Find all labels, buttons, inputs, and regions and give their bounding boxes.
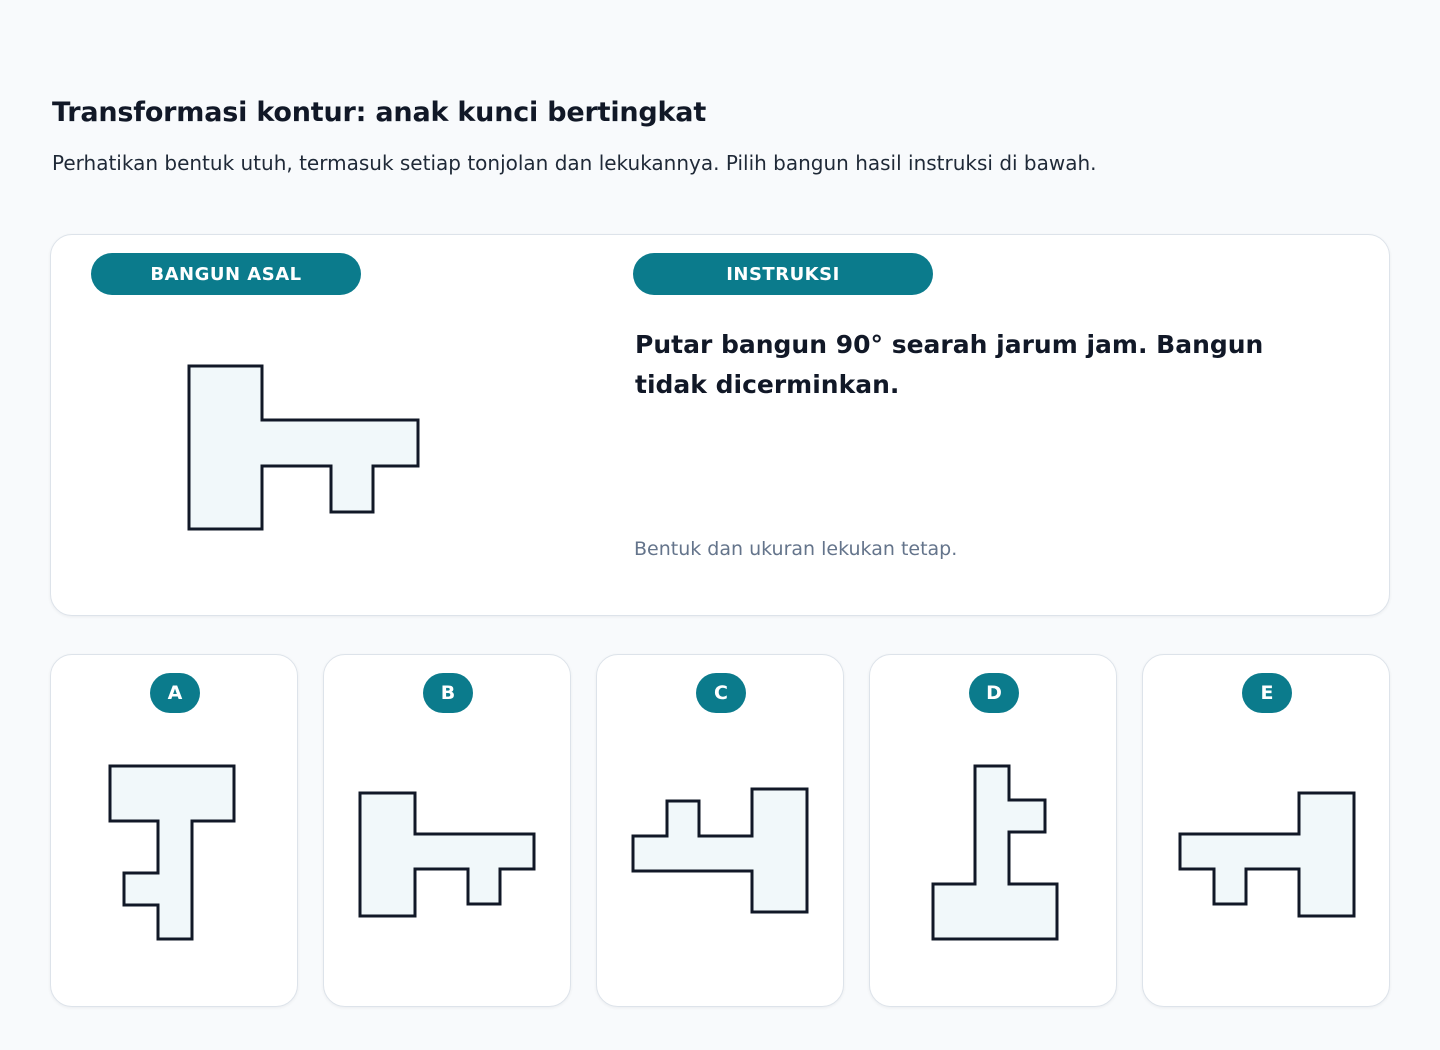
source-panel [50, 234, 1390, 616]
page-subtitle: Perhatikan bentuk utuh, termasuk setiap tonjolan dan lekukannya. Pilih bangun hasil instruksi di bawah. [52, 151, 1097, 175]
option-shape-e [1143, 655, 1391, 1008]
page-title: Transformasi kontur: anak kunci bertingkat [52, 97, 707, 128]
option-shape-b [324, 655, 572, 1008]
option-card-a[interactable] [50, 654, 298, 1007]
option-badge-d: D [969, 673, 1019, 713]
source-shape-label: BANGUN ASAL [91, 253, 361, 295]
option-badge-b: B [423, 673, 473, 713]
option-shape-a [51, 655, 299, 1008]
instruction-label: INSTRUKSI [633, 253, 933, 295]
option-shape-b-outline [360, 793, 534, 916]
instruction-text: Putar bangun 90° searah jarum jam. Bangun tidak dicerminkan. [635, 330, 1264, 399]
option-shape-e-outline [1180, 793, 1354, 916]
option-card-b[interactable] [323, 654, 571, 1007]
option-card-d[interactable] [869, 654, 1117, 1007]
option-shape-a-outline [110, 766, 234, 939]
source-shape-outline [189, 366, 418, 529]
source-shape [51, 235, 611, 615]
option-badge-a: A [150, 673, 200, 713]
option-shape-d [870, 655, 1118, 1008]
instruction-note: Bentuk dan ukuran lekukan tetap. [634, 538, 958, 560]
option-shape-d-outline [933, 766, 1057, 939]
option-shape-c-outline [633, 789, 807, 912]
option-card-c[interactable] [596, 654, 844, 1007]
option-shape-c [597, 655, 845, 1008]
option-badge-c: C [696, 673, 746, 713]
option-badge-e: E [1242, 673, 1292, 713]
option-card-e[interactable] [1142, 654, 1390, 1007]
